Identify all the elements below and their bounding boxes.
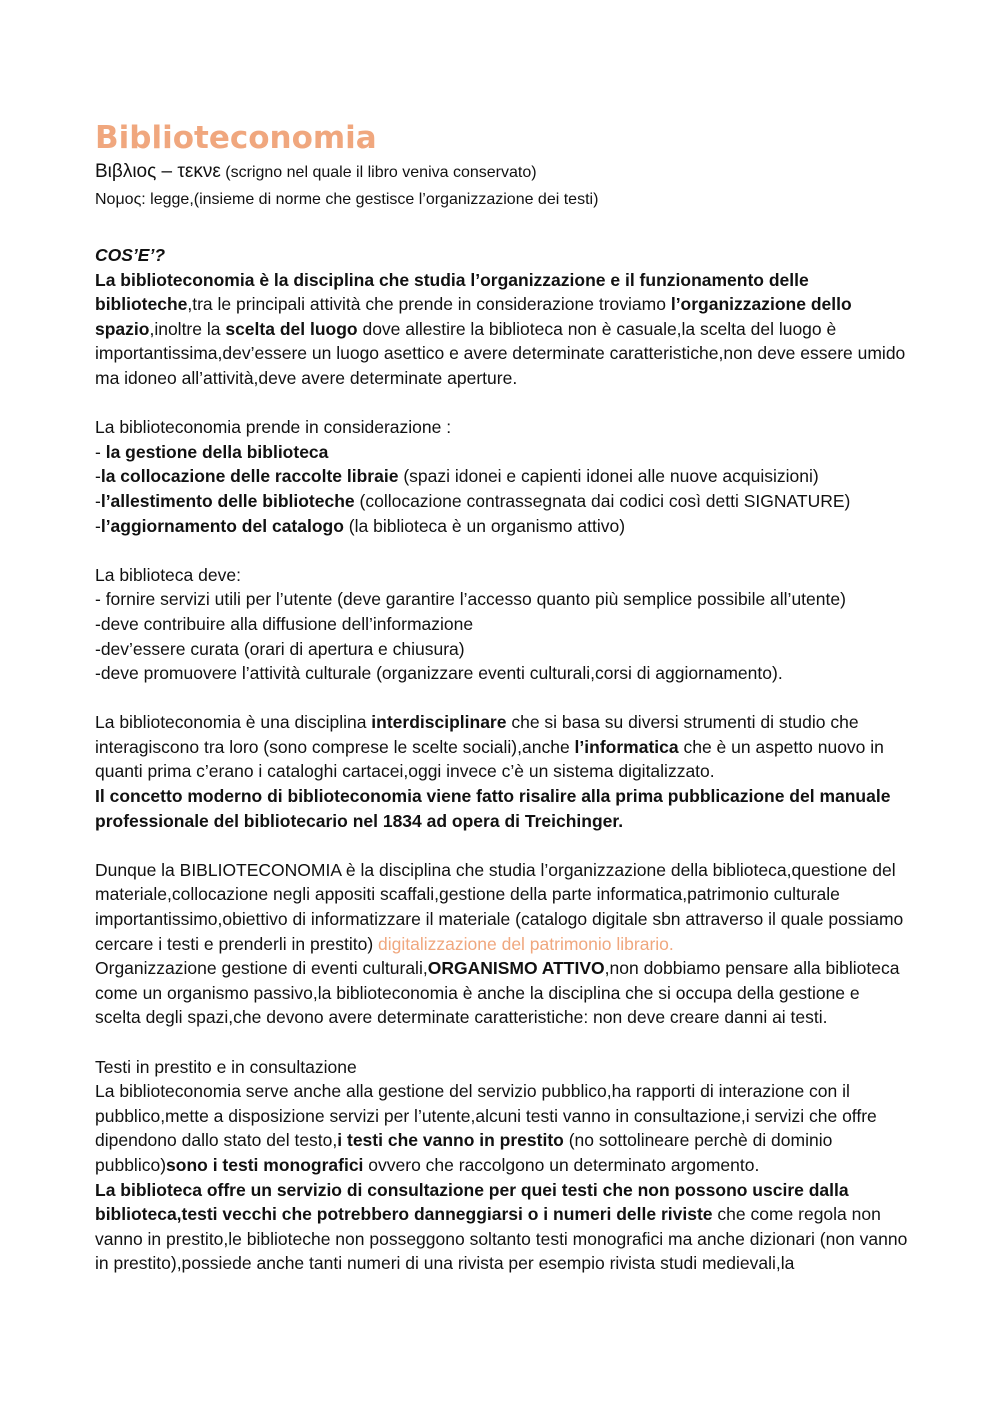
spacer (95, 538, 910, 563)
document-content (95, 118, 910, 1276)
document-title: Biblioteconomia (95, 120, 377, 156)
etymology-note-nomos: : legge,(insieme di norme che gestisce l’organizzazione dei testi) (141, 191, 599, 208)
list-item: - la gestione della biblioteca (95, 441, 329, 462)
deve-intro: La biblioteca deve: (95, 564, 241, 585)
paragraph-concetto-moderno: Il concetto moderno di biblioteconomia viene fatto risalire alla prima pubblicazione del manuale professionale del bibliotecario nel 1834 ad opera di Treichinger. (95, 786, 891, 831)
list-item: -deve promuovere l’attività culturale (organizzare eventi culturali,corsi di aggiornamento). (95, 663, 783, 684)
paragraph-dunque: Dunque la BIBLIOTECONOMIA è la disciplina che studia l’organizzazione della biblioteca,questione del materiale,collocazione negli appositi scaffali,gestione della parte informatica,patrimonio culturale importantissimo,obiettivo di informatizzare il materiale (catalogo digitale sbn attraverso il quale possiamo cercare i testi e prenderli in prestito) digitalizzazione del patrimonio librario. (95, 859, 904, 954)
greek-word-biblion: Βιβλιος – τεκνε (95, 161, 221, 182)
list-item: -l’aggiornamento del catalogo (la biblioteca è un organismo attivo) (95, 515, 626, 536)
paragraph-consultazione: La biblioteca offre un servizio di consultazione per quei testi che non possono uscire dalla biblioteca,testi vecchi che potrebbero danneggiarsi o i numeri delle riviste che come regola non vanno in prestito,le biblioteche non posseggono soltanto testi monografici ma anche dizionari (non vanno in prestito),possiede anche tanti numeri di una rivista per esempio rivista studi medievali,la (95, 1179, 908, 1274)
paragraph-definition: La biblioteconomia è la disciplina che studia l’organizzazione e il funzionamento delle biblioteche,tra le principali attività che prende in considerazione troviamo l’organizzazione dello spazio,inoltre la scelta del luogo dove allestire la biblioteca non è casuale,la scelta del luogo è importantissima,dev’essere un luogo asettico e avere determinate caratteristiche,non deve essere umido ma idoneo all’attività,deve avere determinate aperture. (95, 269, 906, 388)
paragraph-organismo-attivo: Organizzazione gestione di eventi culturali,ORGANISMO ATTIVO,non dobbiamo pensare alla biblioteca come un organismo passivo,la biblioteconomia è anche la disciplina che si occupa della gestione e scelta degli spazi,che devono avere determinate caratteristiche: non deve creare danni ai testi. (95, 958, 900, 1028)
spacer (95, 1030, 910, 1055)
spacer (95, 686, 910, 711)
list-item: -deve contribuire alla diffusione dell’informazione (95, 613, 474, 634)
paragraph-interdisciplinare: La biblioteconomia è una disciplina interdisciplinare che si basa su diversi strumenti di studio che interagiscono tra loro (sono comprese le scelte sociali),anche l’informatica che è un aspetto nuovo in quanti prima c’erano i cataloghi cartacei,oggi invece c’è un sistema digitalizzato. (95, 712, 884, 782)
etymology-note-biblion: (scrigno nel quale il libro veniva conservato) (220, 164, 537, 181)
etymology-line-biblion (95, 158, 910, 187)
section-heading-cose: COS’E’? (95, 245, 166, 265)
considerazione-intro: La biblioteconomia prende in considerazione : (95, 417, 452, 438)
spacer (95, 833, 910, 858)
spacer (95, 391, 910, 416)
list-item: -dev’essere curata (orari di apertura e chiusura) (95, 638, 465, 659)
list-item: - fornire servizi utili per l’utente (deve garantire l’accesso quanto più semplice possibile all’utente) (95, 589, 846, 610)
etymology-line-nomos (95, 187, 910, 213)
list-item: -la collocazione delle raccolte libraie (spazi idonei e capienti idonei alle nuove acquisizioni) (95, 466, 819, 487)
spacer (95, 213, 910, 243)
accent-text: digitalizzazione del patrimonio librario. (378, 933, 674, 954)
greek-word-nomos: Νομος (95, 191, 142, 208)
paragraph-prestito: La biblioteconomia serve anche alla gestione del servizio pubblico,ha rapporti di interazione con il pubblico,mette a disposizione servizi per l’utente,alcuni testi vanno in consultazione,i servizi che offre dipendono dallo stato del testo,i testi che vanno in prestito (no sottolineare perchè di dominio pubblico)sono i testi monografici ovvero che raccolgono un determinato argomento. (95, 1081, 877, 1175)
section-heading-prestito: Testi in prestito e in consultazione (95, 1056, 357, 1077)
list-item: -l’allestimento delle biblioteche (collocazione contrassegnata dai codici così detti SIGNATURE) (95, 490, 851, 511)
